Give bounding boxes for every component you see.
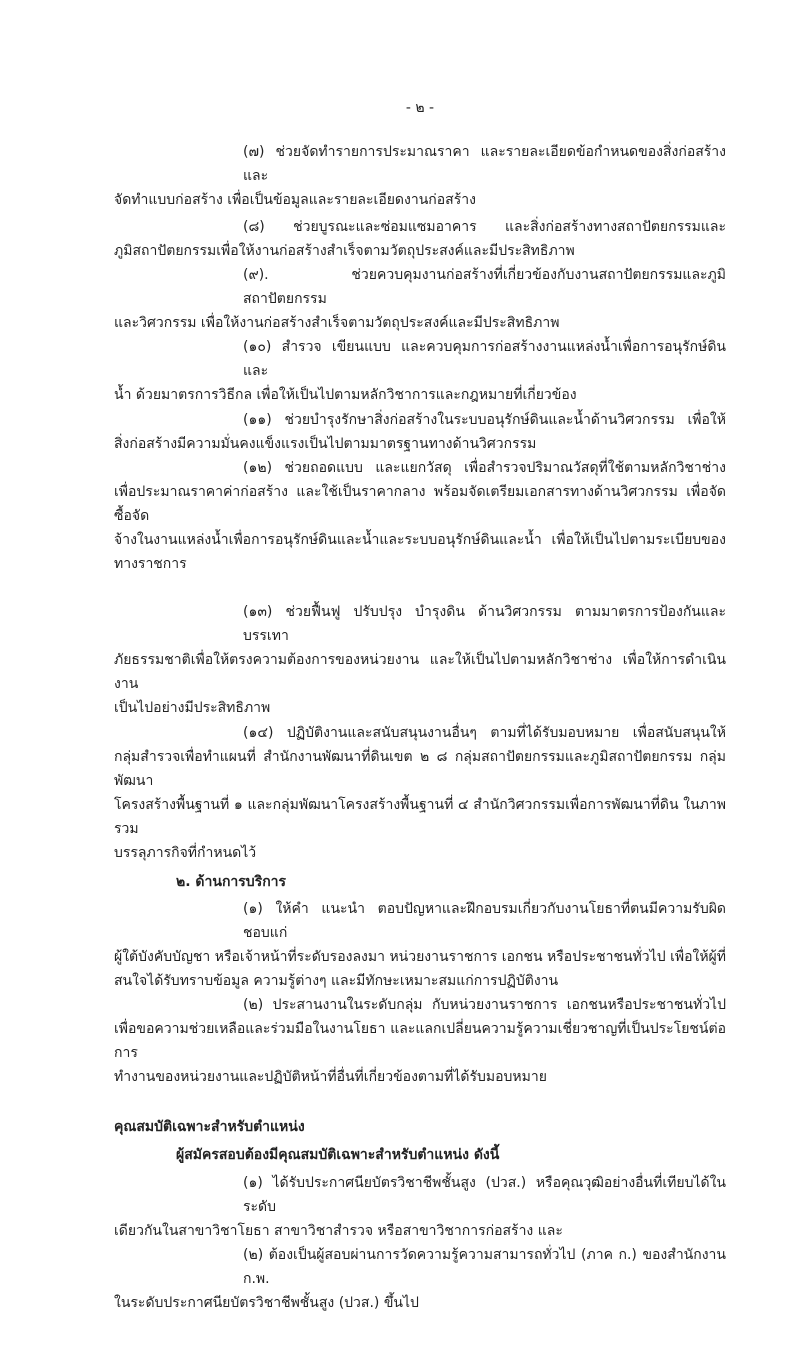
paragraph-line: จ้างในงานแหล่งน้ำเพื่อการอนุรักษ์ดินและน้ำและระบบอนุรักษ์ดินและน้ำ เพื่อให้เป็นไปตามระเบียบของ xyxy=(114,532,726,548)
paragraph-line: (๗) ช่วยจัดทำรายการประมาณราคา และรายละเอียดข้อกำหนดของสิ่งก่อสร้าง และ xyxy=(243,144,726,184)
paragraph xyxy=(114,897,726,993)
service-heading: ๒. ด้านการบริการ xyxy=(176,874,287,890)
paragraph xyxy=(114,600,726,720)
paragraph-line: ในระดับประกาศนียบัตรวิชาชีพชั้นสูง (ปวส.) ขึ้นไป xyxy=(114,1295,419,1311)
paragraph xyxy=(114,215,726,263)
paragraph-line: โครงสร้างพื้นฐานที่ ๑ และกลุ่มพัฒนาโครงสร้างพื้นฐานที่ ๔ สำนักวิศวกรรมเพื่อการพัฒนาที่ดิน ในภาพรวม xyxy=(114,797,726,837)
paragraph xyxy=(114,263,726,335)
paragraph-line: จัดทำแบบก่อสร้าง เพื่อเป็นข้อมูลและรายละเอียดงานก่อสร้าง xyxy=(114,192,476,208)
page-number: - ๒ - xyxy=(405,100,435,116)
qualifications-list xyxy=(114,1171,726,1315)
paragraph-line: เป็นไปอย่างมีประสิทธิภาพ xyxy=(114,700,271,716)
paragraph-line: (๘) ช่วยบูรณะและซ่อมแซมอาคาร และสิ่งก่อสร้างทางสถาปัตยกรรมและ xyxy=(243,219,726,235)
service-list xyxy=(114,897,726,1089)
paragraph-line: ทางราชการ xyxy=(114,556,187,572)
paragraph-line: (๑๐) สำรวจ เขียนแบบ และควบคุมการก่อสร้างงานแหล่งน้ำเพื่อการอนุรักษ์ดินและ xyxy=(243,339,726,379)
paragraph-line: ทำงานของหน่วยงานและปฏิบัติหน้าที่อื่นที่เกี่ยวข้องตามที่ได้รับมอบหมาย xyxy=(114,1069,547,1085)
paragraph-line: เพื่อขอความช่วยเหลือและร่วมมือในงานโยธา และแลกเปลี่ยนความรู้ความเชี่ยวชาญที่เป็นประโยชน์ต่อการ xyxy=(114,1021,726,1061)
paragraph-line: และวิศวกรรม เพื่อให้งานก่อสร้างสำเร็จตามวัตถุประสงค์และมีประสิทธิภาพ xyxy=(114,315,560,331)
paragraph xyxy=(114,335,726,407)
paragraph-line: (๒) ต้องเป็นผู้สอบผ่านการวัดความรู้ความสามารถทั่วไป (ภาค ก.) ของสำนักงาน ก.พ. xyxy=(243,1247,726,1287)
paragraph xyxy=(114,140,726,212)
paragraph-line: (๑) ได้รับประกาศนียบัตรวิชาชีพชั้นสูง (ปวส.) หรือคุณวุฒิอย่างอื่นที่เทียบได้ในระดับ xyxy=(243,1175,726,1215)
paragraph xyxy=(114,1243,726,1315)
paragraph-line: (๑๒) ช่วยถอดแบบ และแยกวัสดุ เพื่อสำรวจปริมาณวัสดุที่ใช้ตามหลักวิชาช่าง xyxy=(243,460,726,476)
paragraph-line: (๑) ให้คำ แนะนำ ตอบปัญหาและฝึกอบรมเกี่ยวกับงานโยธาที่ตนมีความรับผิดชอบแก่ xyxy=(243,901,726,941)
paragraph-line: (๙). ช่วยควบคุมงานก่อสร้างที่เกี่ยวข้องกับงานสถาปัตยกรรมและภูมิสถาปัตยกรรม xyxy=(243,267,726,307)
paragraph-line: (๑๔) ปฏิบัติงานและสนับสนุนงานอื่นๆ ตามที่ได้รับมอบหมาย เพื่อสนับสนุนให้ xyxy=(243,725,726,741)
qualifications-heading: คุณสมบัติเฉพาะสำหรับตำแหน่ง xyxy=(114,1119,305,1135)
paragraph xyxy=(114,408,726,456)
duties-list xyxy=(114,140,726,865)
paragraph-line: (๒) ประสานงานในระดับกลุ่ม กับหน่วยงานราชการ เอกชนหรือประชาชนทั่วไป xyxy=(243,997,726,1013)
paragraph-line: (๑๑) ช่วยบำรุงรักษาสิ่งก่อสร้างในระบบอนุรักษ์ดินและน้ำด้านวิศวกรรม เพื่อให้ xyxy=(243,412,726,428)
paragraph-line: น้ำ ด้วยมาตรการวิธีกล เพื่อให้เป็นไปตามหลักวิชาการและกฎหมายที่เกี่ยวข้อง xyxy=(114,387,577,403)
qualifications-subheading: ผู้สมัครสอบต้องมีคุณสมบัติเฉพาะสำหรับตำแหน่ง ดังนี้ xyxy=(176,1147,500,1163)
paragraph-line: เพื่อประมาณราคาค่าก่อสร้าง และใช้เป็นราคากลาง พร้อมจัดเตรียมเอกสารทางด้านวิศวกรรม เพื่อจัดซื้อจัด xyxy=(114,484,726,524)
paragraph xyxy=(114,721,726,865)
document-page xyxy=(114,0,726,1355)
paragraph-line: ภัยธรรมชาติเพื่อให้ตรงความต้องการของหน่วยงาน และให้เป็นไปตามหลักวิชาช่าง เพื่อให้การดำเนินงาน xyxy=(114,652,726,692)
paragraph-line: สนใจได้รับทราบข้อมูล ความรู้ต่างๆ และมีทักษะเหมาะสมแก่การปฏิบัติงาน xyxy=(114,973,559,989)
paragraph-line: เดียวกันในสาขาวิชาโยธา สาขาวิชาสำรวจ หรือสาขาวิชาการก่อสร้าง และ xyxy=(114,1223,563,1239)
paragraph-line: ผู้ใต้บังคับบัญชา หรือเจ้าหน้าที่ระดับรองลงมา หน่วยงานราชการ เอกชน หรือประชาชนทั่วไป เพื่อให้ผู้ที่ xyxy=(114,949,726,965)
paragraph xyxy=(114,456,726,576)
paragraph-line: สิ่งก่อสร้างมีความมั่นคงแข็งแรงเป็นไปตามมาตรฐานทางด้านวิศวกรรม xyxy=(114,436,537,452)
paragraph-line: บรรลุภารกิจที่กำหนดไว้ xyxy=(114,845,257,861)
paragraph-line: กลุ่มสำรวจเพื่อทำแผนที่ สำนักงานพัฒนาที่ดินเขต ๒ ๘ กลุ่มสถาปัตยกรรมและภูมิสถาปัตยกรรม กลุ่มพัฒนา xyxy=(114,749,726,789)
paragraph-line: ภูมิสถาปัตยกรรมเพื่อให้งานก่อสร้างสำเร็จตามวัตถุประสงค์และมีประสิทธิภาพ xyxy=(114,243,575,259)
paragraph-line: (๑๓) ช่วยฟื้นฟู ปรับปรุง บำรุงดิน ด้านวิศวกรรม ตามมาตรการป้องกันและบรรเทา xyxy=(243,604,726,644)
paragraph xyxy=(114,1171,726,1243)
paragraph xyxy=(114,993,726,1089)
